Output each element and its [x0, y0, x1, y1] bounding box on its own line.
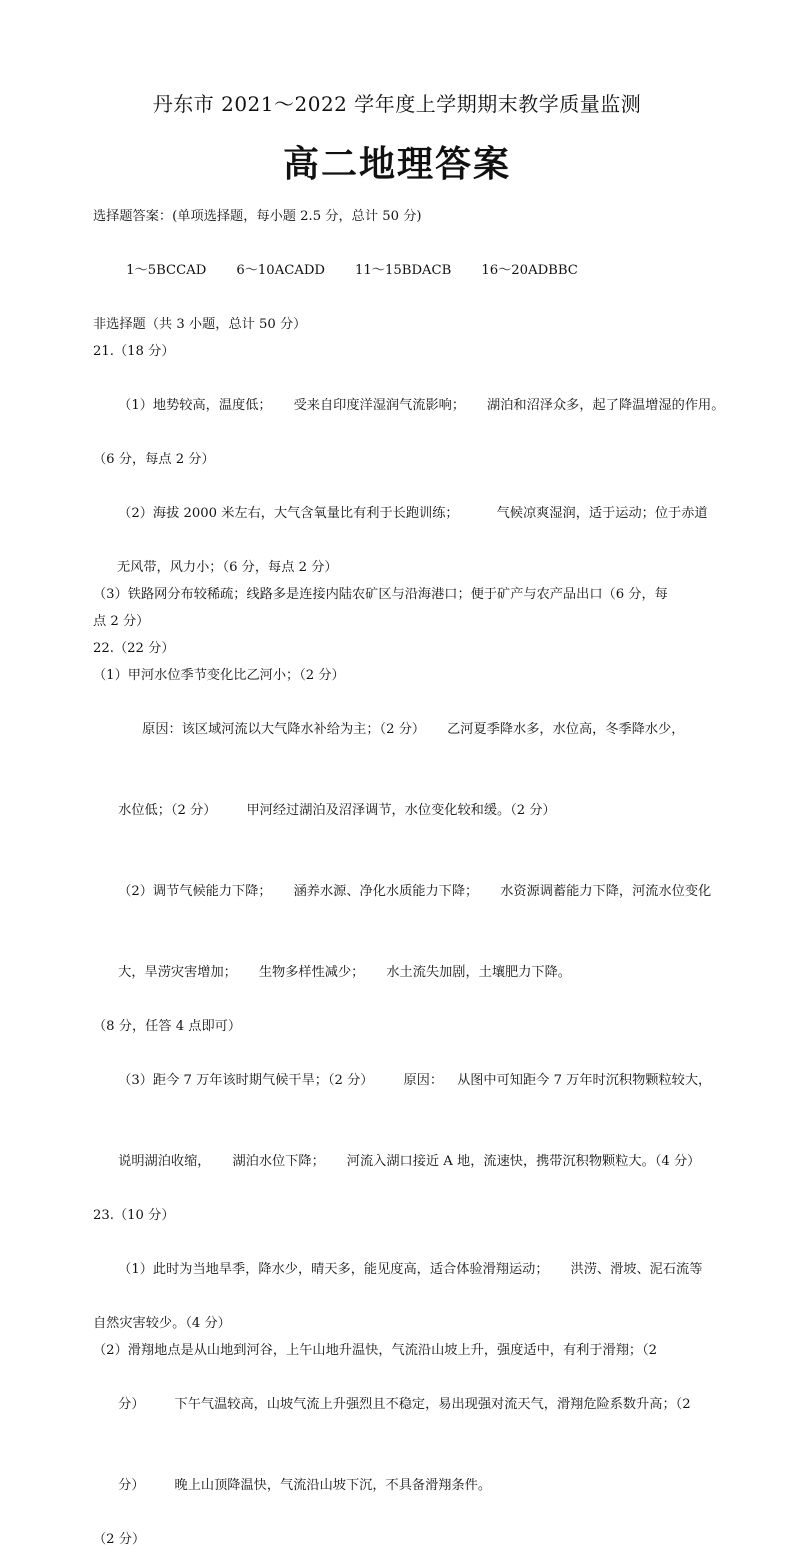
q23-p2-point-c: 晚上山顶降温快，气流沿山坡下沉，不具备滑翔条件。: [174, 1478, 492, 1493]
q22-part2: [93, 851, 712, 932]
exam-subtitle: 丹东市 2021～2022 学年度上学期期末教学质量监测: [152, 92, 642, 116]
q23-part2-cont2: [93, 1445, 709, 1526]
q22-part1: （1）甲河水位季节变化比乙河小；（2 分）: [93, 668, 345, 683]
q21-part2: [93, 473, 709, 554]
q22-p3-reason-a: 从图中可知距今 7 万年时沉积物颗粒较大，: [457, 1073, 712, 1088]
q23-p1-point-a: （1）此时为当地旱季，降水少，晴天多，能见度高，适合体验滑翔运动；: [118, 1262, 549, 1277]
q23-p2-point-b: 下午气温较高，山坡气流上升强烈且不稳定，易出现强对流天气，滑翔危险系数升高；（2: [174, 1397, 691, 1412]
q22-p2-point-e: 生物多样性减少；: [258, 965, 365, 980]
q21-part3-cont: 点 2 分）: [93, 614, 150, 629]
q21-p2-point-a: （2）海拔 2000 米左右，大气含氧量比有利于长跑训练；: [118, 506, 459, 521]
q23-p1-point-b: 洪涝、滑坡、泥石流等: [570, 1262, 703, 1277]
q23-p2-score-b: 分）: [118, 1478, 145, 1493]
q22-p2-point-f: 水土流失加剧，土壤肥力下降。: [386, 965, 571, 980]
q22-part2-cont: [93, 932, 709, 1013]
q22-p3-reason-label: 原因：: [403, 1073, 444, 1088]
choice-group-1: 1～5BCCAD: [126, 263, 207, 278]
q21-p2-point-b: 气候凉爽湿润，适于运动；位于赤道: [496, 506, 708, 521]
q22-part3-cont: [93, 1121, 709, 1202]
q23-part2-score: （2 分）: [93, 1532, 146, 1547]
q22-p2-point-a: （2）调节气候能力下降；: [118, 884, 272, 899]
q23-part1-cont: 自然灾害较少。（4 分）: [93, 1316, 231, 1331]
q23-p2-score-a: 分）: [118, 1397, 145, 1412]
choice-group-4: 16～20ADBBC: [481, 263, 578, 278]
q23-part2: （2）滑翔地点是从山地到河谷，上午山地升温快，气流沿山坡上升，强度适中，有利于滑翔；（2: [93, 1343, 658, 1358]
choice-group-3: 11～15BDACB: [355, 263, 452, 278]
q21-p1-point-b: 受来自印度洋湿润气流影响；: [293, 398, 466, 413]
q22-p3-reason-c: 湖泊水位下降；: [232, 1154, 325, 1169]
q22-p3-point-a: （3）距今 7 万年该时期气候干旱；（2 分）: [118, 1073, 374, 1088]
q22-p3-reason-b: 说明湖泊收缩，: [118, 1154, 211, 1169]
q22-heading: 22.（22 分）: [93, 641, 175, 656]
choice-group-2: 6～10ACADD: [236, 263, 325, 278]
q22-p2-point-c: 水资源调蓄能力下降，河流水位变化: [500, 884, 712, 899]
q22-part3: [93, 1040, 712, 1121]
q21-part2-cont: 无风带，风力小；（6 分，每点 2 分）: [117, 560, 338, 575]
q21-heading: 21.（18 分）: [93, 344, 175, 359]
q22-p2-point-b: 涵养水源、净化水质能力下降；: [293, 884, 479, 899]
choice-intro: 选择题答案：(单项选择题，每小题 2.5 分，总计 50 分): [93, 209, 422, 224]
q23-part2-cont: [93, 1364, 709, 1445]
q22-p1-reason-b-end: 水位低；（2 分）: [118, 803, 217, 818]
answer-body: [93, 203, 725, 1553]
q23-heading: 23.（10 分）: [93, 1208, 175, 1223]
q22-p1-reason-c: 甲河经过湖泊及沼泽调节，水位变化较和缓。（2 分）: [246, 803, 556, 818]
nonchoice-intro: 非选择题（共 3 小题，总计 50 分）: [93, 317, 307, 332]
q21-part3: （3）铁路网分布较稀疏；线路多是连接内陆农矿区与沿海港口；便于矿产与农产品出口（6 分，每: [93, 587, 668, 602]
page-title: 高二地理答案: [282, 144, 511, 185]
q22-part1-cont: [93, 770, 709, 851]
q22-p2-point-d: 大，旱涝灾害增加；: [118, 965, 237, 980]
q22-p1-reason-b: 乙河夏季降水多，水位高，冬季降水少，: [447, 722, 685, 737]
q22-p1-reason-a: 原因：该区域河流以大气降水补给为主；（2 分）: [142, 722, 426, 737]
q22-part2-score: （8 分，任答 4 点即可）: [93, 1019, 242, 1034]
q23-part1: [93, 1229, 709, 1310]
q21-part1: [93, 365, 725, 446]
q21-part1-score: （6 分，每点 2 分）: [93, 452, 215, 467]
q21-p1-point-c: 湖泊和沼泽众多，起了降温增湿的作用。: [487, 398, 725, 413]
choice-answers: [93, 230, 709, 311]
q21-p1-point-a: （1）地势较高，温度低；: [118, 398, 272, 413]
q22-p3-reason-d: 河流入湖口接近 A 地，流速快，携带沉积物颗粒大。（4 分）: [346, 1154, 701, 1169]
q22-part1-reason: [93, 689, 709, 770]
